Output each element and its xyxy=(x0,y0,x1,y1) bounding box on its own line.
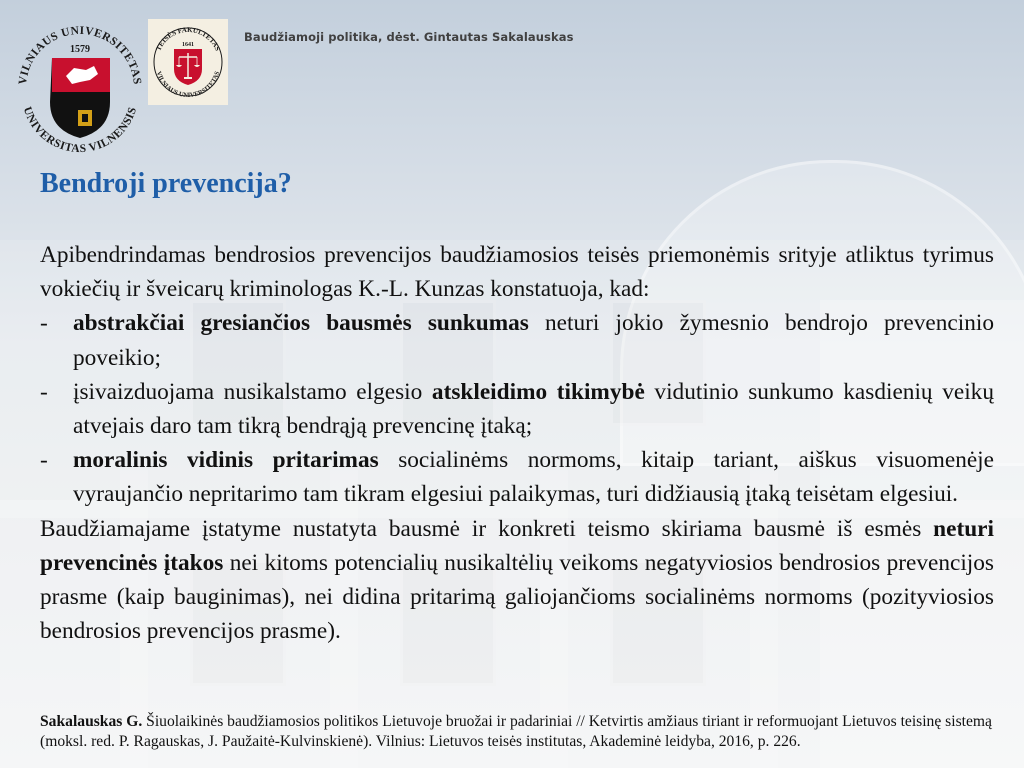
bullet-text: įsivaizduojama nusikalstamo elgesio xyxy=(73,378,432,405)
bullet-marker: - xyxy=(40,447,48,474)
faculty-bottom-text: VILNIAUS UNIVERSITETAS xyxy=(154,70,222,100)
slide-body xyxy=(40,238,994,648)
bullet-item xyxy=(40,306,994,374)
conclusion-paragraph xyxy=(40,512,994,649)
bullet-emphasis: atskleidimo tikimybė xyxy=(431,378,645,405)
scales-of-justice-icon xyxy=(174,49,202,85)
bullet-item xyxy=(40,375,994,443)
conclusion-emphasis: neturi prevencinės įtakos xyxy=(40,515,994,576)
bullet-text: neturi jokio žymesnio bendrojo prevencinio poveikio; xyxy=(73,310,994,371)
bullet-emphasis: moralinis vidinis pritarimas xyxy=(73,447,379,474)
conclusion-text: Baudžiamajame įstatyme nustatyta bausmė ir konkreti teismo skiriama bausmė iš esmės xyxy=(40,515,934,542)
intro-paragraph: Apibendrindamas bendrosios prevencijos baudžiamosios teisės priemonėmis srityje atliktus tyrimus vokiečių ir šveicarų kriminologas K.-L. Kunzas konstatuoja, kad: xyxy=(40,242,994,303)
faculty-year: 1641 xyxy=(182,42,194,48)
seal-year: 1579 xyxy=(70,44,90,55)
seal-top-text: VILNIAUS UNIVERSITETAS xyxy=(16,24,143,86)
bullet-marker: - xyxy=(40,378,48,405)
bullet-list xyxy=(40,306,994,511)
bullet-item xyxy=(40,443,994,511)
bullet-marker: - xyxy=(40,310,48,337)
slide-title: Bendroji prevencija? xyxy=(40,168,292,199)
bullet-emphasis: abstrakčiai gresiančios bausmės sunkumas xyxy=(73,310,529,337)
citation-text: Šiuolaikinės baudžiamosios politikos Lietuvoje bruožai ir padariniai // Ketvirtis amžiaus tiriant ir reformuojant Lietuvos teisinę sistemą (moksl. red. P. Ragauskas, J. Paužaitė-Kulvinskienė). Vilnius: Lietuvos teisės institutas, Akademinė leidyba, 2016, p. 226. xyxy=(40,713,992,750)
faculty-top-text: TEISĖS FAKULTETAS xyxy=(154,25,222,53)
conclusion-text: nei kitoms potencialių nusikaltėlių veikoms negatyviosios bendrosios prevencijos prasme (kaip bauginimas), nei didina pritarimą galiojančioms socialinėms normoms (pozityviosios bendrosios prevencijos prasme). xyxy=(40,549,994,645)
course-header: Baudžiamoji politika, dėst. Gintautas Sakalauskas xyxy=(244,30,574,44)
citation-author: Sakalauskas G. xyxy=(40,713,143,730)
citation xyxy=(40,712,994,752)
bullet-text: socialinėms normoms, kitaip tariant, aiškus visuomenėje vyraujančio nepritarimo tam tikram elgesiui palaikymas, turi didžiausią įtaką teisėtam elgesiui. xyxy=(73,447,994,508)
shield-icon xyxy=(50,58,110,138)
bullet-text: vidutinio sunkumo kasdienių veikų atvejais daro tam tikrą bendrąją prevencinę įtaką; xyxy=(73,378,994,440)
seal-bottom-text: UNIVERSITAS VILNENSIS xyxy=(20,105,140,156)
law-faculty-seal xyxy=(148,19,228,105)
vilnius-university-seal xyxy=(14,18,146,158)
